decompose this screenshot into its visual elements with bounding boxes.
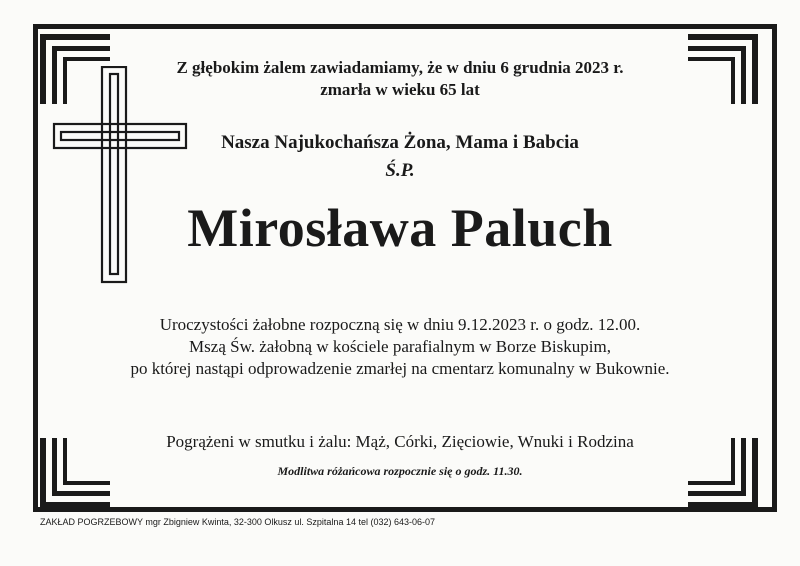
- mourners-text: Pogrążeni w smutku i żalu: Mąż, Córki, Zięciowie, Wnuki i Rodzina: [166, 432, 634, 451]
- deceased-name: Mirosława Paluch: [187, 198, 613, 258]
- ceremony-line-3: po której nastąpi odprowadzenie zmarłej na cmentarz komunalny w Bukownie.: [130, 359, 670, 378]
- ceremony-details: [0, 314, 800, 380]
- honorific-prefix: Ś.P.: [385, 160, 415, 181]
- relation-text: Nasza Najukochańsza Żona, Mama i Babcia: [221, 132, 579, 153]
- ceremony-line-2: Mszą Św. żałobną w kościele parafialnym w Borze Biskupim,: [189, 337, 611, 356]
- rosary-note: Modlitwa różańcowa rozpocznie się o godz. 11.30.: [277, 464, 523, 478]
- intro-line-1: Z głębokim żalem zawiadamiamy, że w dniu 6 grudnia 2023 r.: [176, 58, 624, 77]
- announcement-intro: [0, 57, 800, 101]
- funeral-home-footer: ZAKŁAD POGRZEBOWY mgr Zbigniew Kwinta, 32-300 Olkusz ul. Szpitalna 14 tel (032) 643-06-07: [40, 517, 436, 527]
- ceremony-line-1: Uroczystości żałobne rozpoczną się w dniu 9.12.2023 r. o godz. 12.00.: [159, 315, 641, 334]
- intro-line-2: zmarła w wieku 65 lat: [320, 80, 480, 99]
